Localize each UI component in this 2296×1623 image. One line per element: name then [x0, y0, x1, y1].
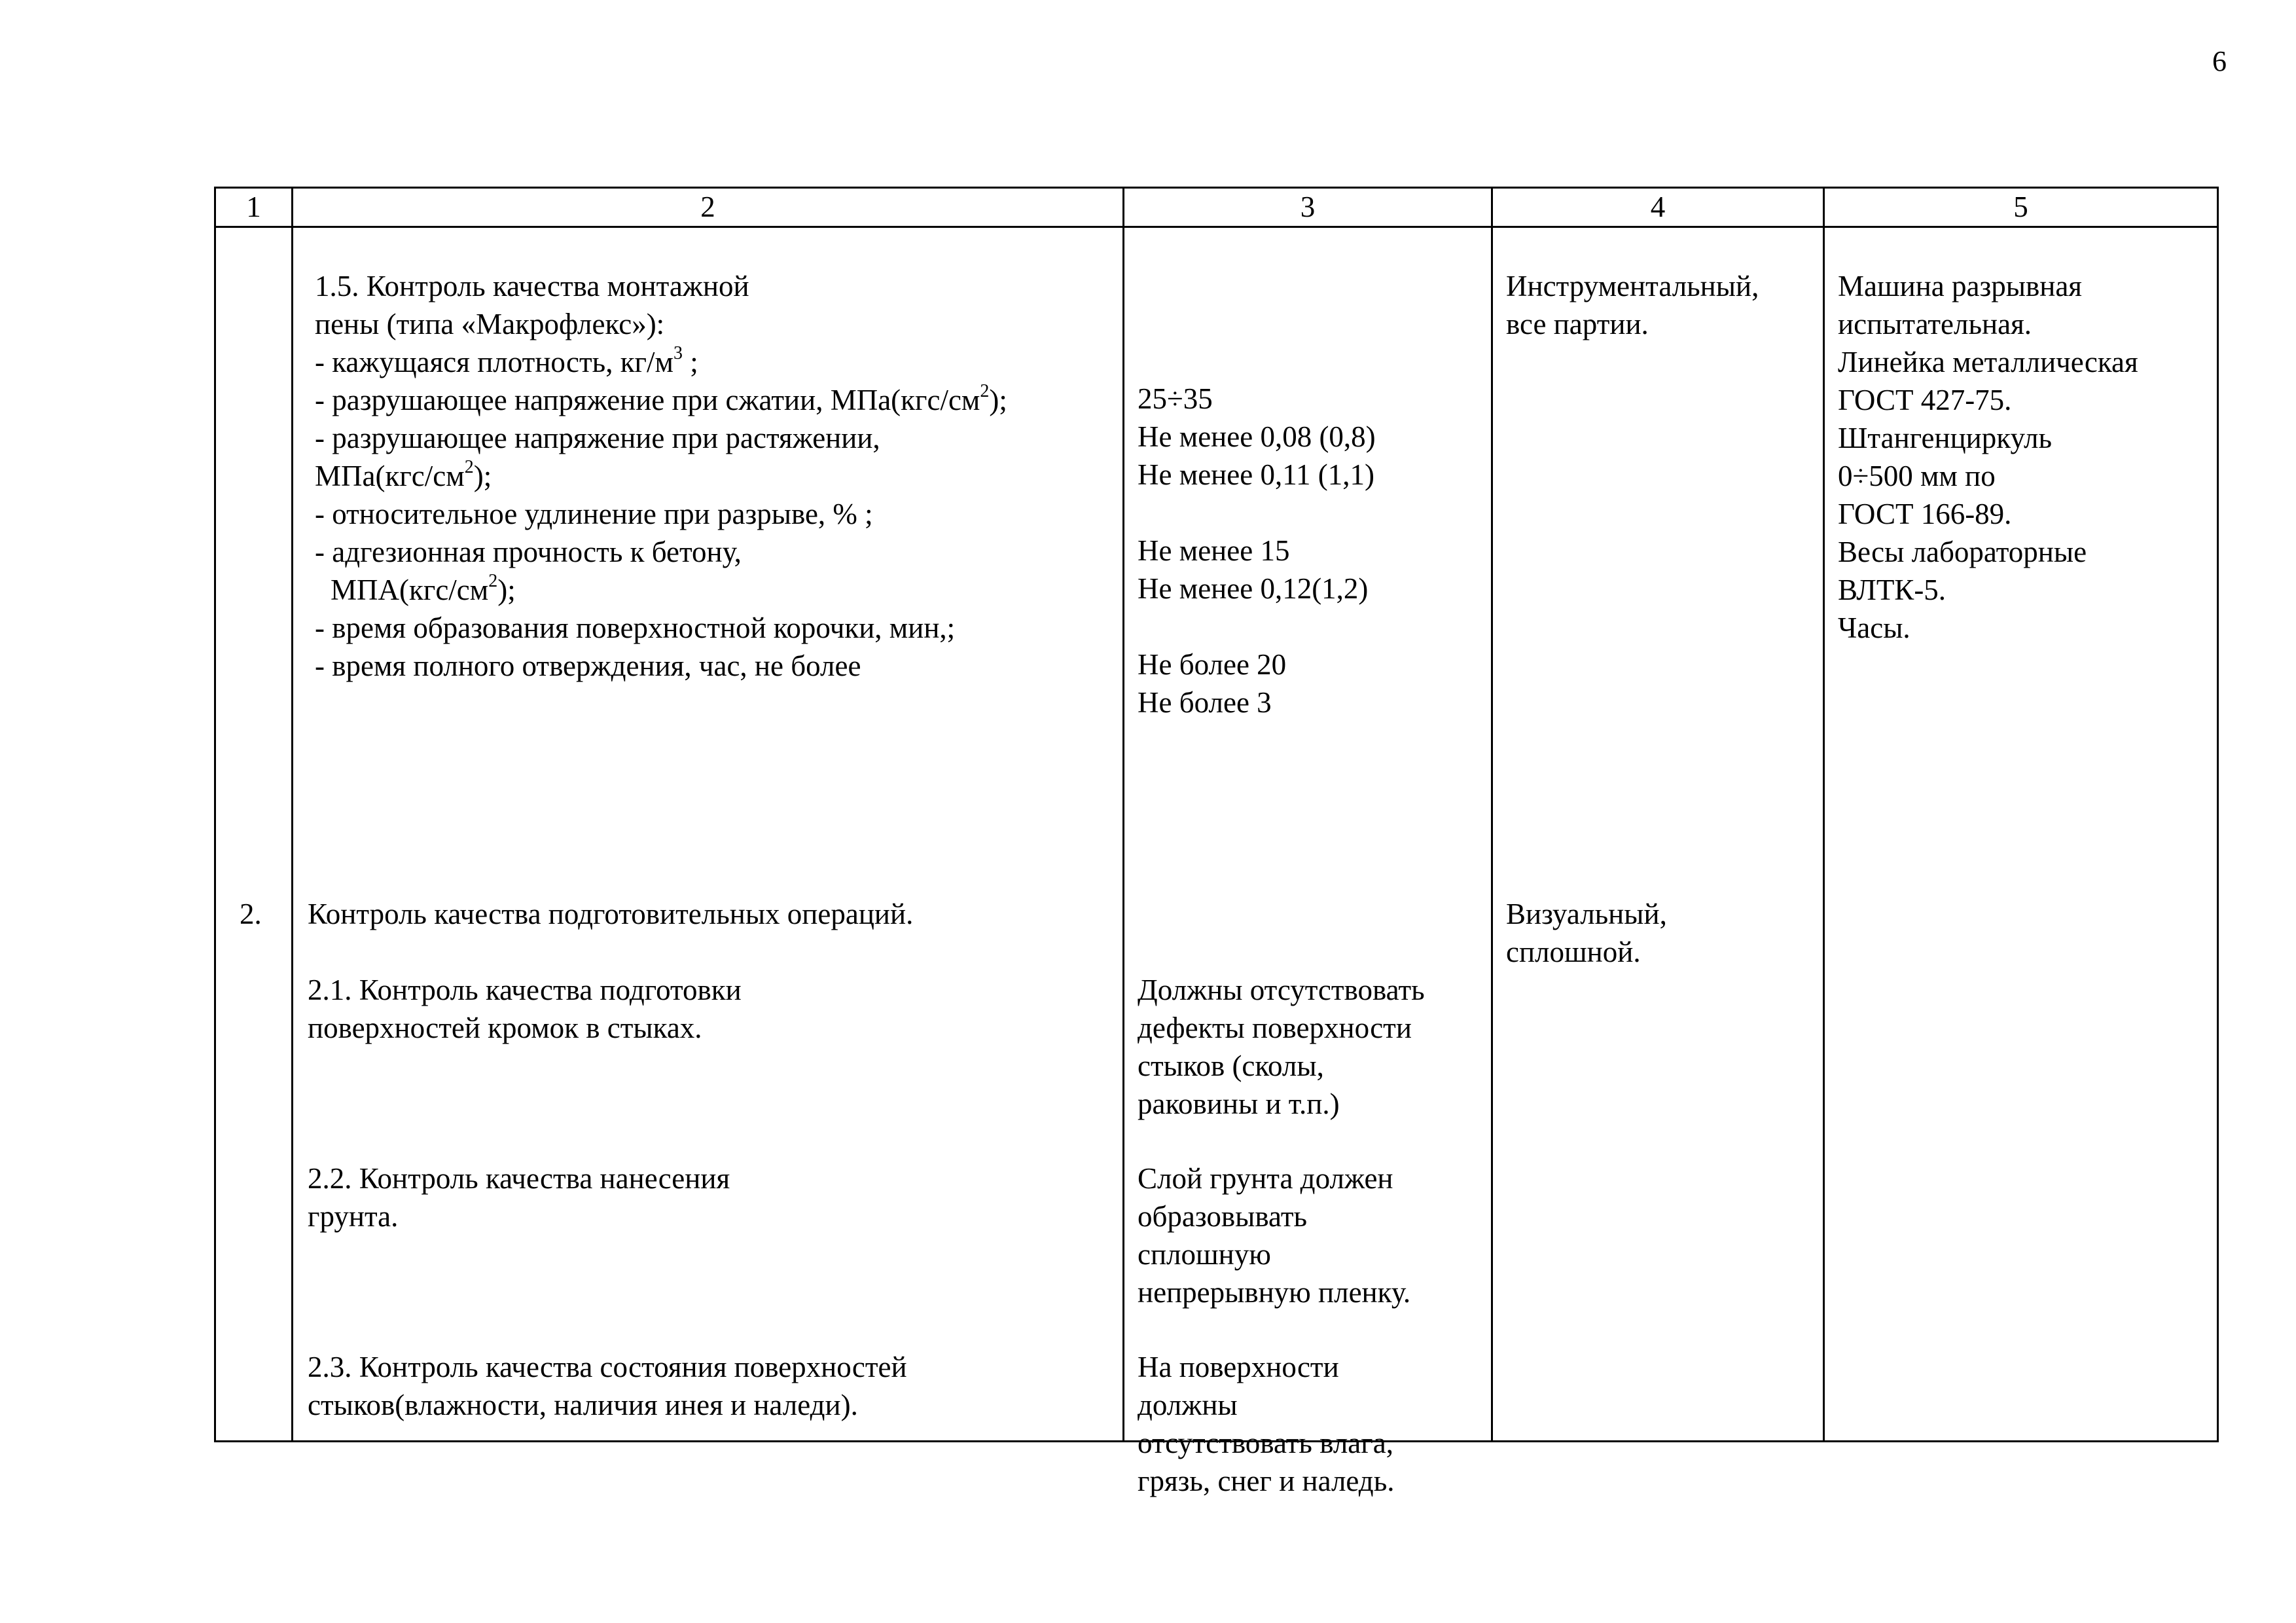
value-tension: Не менее 0,11 (1,1) [1138, 458, 1374, 491]
column-5-cell [1824, 227, 2218, 1442]
section-1-5-values [1138, 380, 1376, 721]
adhesion-unit-line: $МПА(кгс/см^2)$; [331, 571, 516, 606]
item-2-3-description [308, 1348, 907, 1424]
tools-line-6: 0÷500 мм по [1838, 460, 1996, 492]
tools-line-7: ГОСТ 166-89. [1838, 498, 2012, 530]
column-header-4: 4 [1492, 188, 1824, 227]
tools-line-1: Машина разрывная [1838, 270, 2083, 302]
column-2-cell [293, 227, 1124, 1442]
column-header-2: 2 [293, 188, 1124, 227]
item-2-3-line-2: стыков(влажности, наличия инея и наледи). [308, 1389, 858, 1421]
section-1-5-tools [1838, 267, 2138, 647]
tools-line-2: испытательная. [1838, 308, 2032, 340]
item-2-2-description [308, 1159, 730, 1235]
item-2-1-req-line-3: стыков (сколы, [1138, 1049, 1324, 1082]
item-2-2-requirement [1138, 1159, 1410, 1311]
tools-line-5: Штангенциркуль [1838, 422, 2052, 454]
item-2-2-req-line-3: сплошную [1138, 1238, 1271, 1271]
section-2-method-line-1: Визуальный, [1506, 898, 1667, 930]
section-1-5-title-line-1: 1.5. Контроль качества монтажной [315, 270, 749, 302]
tools-line-4: ГОСТ 427-75. [1838, 384, 2012, 416]
value-cure-time: Не более 3 [1138, 686, 1272, 719]
column-4-cell [1492, 227, 1824, 1442]
item-2-3-req-line-4: грязь, снег и наледь. [1138, 1465, 1395, 1497]
section-2-number: 2. [240, 898, 262, 930]
item-2-3-req-line-3: отсутствовать влага, [1138, 1427, 1393, 1459]
elongation-line: - относительное удлинение при разрыве, % ; [315, 498, 873, 530]
value-compression: Не менее 0,08 (0,8) [1138, 420, 1376, 453]
item-2-2-req-line-1: Слой грунта должен [1138, 1162, 1393, 1195]
section-1-5-description [315, 267, 1007, 685]
value-spacer-1 [1138, 494, 1376, 532]
tools-line-10: Часы. [1838, 611, 1910, 644]
value-density: 25÷35 [1138, 382, 1213, 415]
compression-line: - разрушающее напряжение при сжатии, $МПа(кгс/см^2)$; [315, 381, 1007, 416]
value-adhesion: Не менее 0,12(1,2) [1138, 572, 1369, 605]
column-header-1: 1 [215, 188, 293, 227]
column-3-cell [1124, 227, 1492, 1497]
value-spacer-2 [1138, 608, 1376, 646]
column-1-cell [215, 227, 293, 1442]
column-header-3: 3 [1124, 188, 1492, 227]
item-2-1-line-2: поверхностей кромок в стыках. [308, 1012, 702, 1044]
section-2-title: Контроль качества подготовительных операций. [308, 898, 914, 930]
tools-line-3: Линейка металлическая [1838, 346, 2138, 378]
value-crust-time: Не более 20 [1138, 648, 1287, 681]
quality-control-table [214, 187, 2219, 1497]
item-2-1-req-line-2: дефекты поверхности [1138, 1012, 1412, 1044]
item-2-3-requirement [1138, 1348, 1394, 1500]
item-2-1-description [308, 971, 742, 1047]
tension-unit-line: $МПа(кгс/см^2)$; [315, 457, 492, 492]
item-2-1-req-line-1: Должны отсутствовать [1138, 974, 1425, 1006]
item-2-2-req-line-2: образовывать [1138, 1200, 1308, 1233]
section-1-5-method-line-1: Инструментальный, [1506, 270, 1759, 302]
section-2-method [1506, 895, 1667, 971]
adhesion-line: - адгезионная прочность к бетону, [315, 536, 742, 568]
page-number: 6 [2212, 45, 2227, 77]
item-2-1-line-1: 2.1. Контроль качества подготовки [308, 974, 742, 1006]
tools-line-9: ВЛТК-5. [1838, 574, 1946, 606]
item-2-3-req-line-1: На поверхности [1138, 1351, 1339, 1383]
item-2-2-req-line-4: непрерывную пленку. [1138, 1276, 1411, 1309]
item-2-1-req-line-4: раковины и т.п.) [1138, 1087, 1340, 1120]
section-1-5-method [1506, 267, 1759, 343]
item-2-3-req-line-2: должны [1138, 1389, 1238, 1421]
density-line: - кажущаяся плотность, $кг/м^3$ ; [315, 343, 698, 378]
tension-line: - разрушающее напряжение при растяжении, [315, 422, 880, 454]
cure-time-line: - время полного отверждения, час, не более [315, 649, 861, 682]
item-2-2-line-2: грунта. [308, 1200, 399, 1233]
table-body-row [215, 227, 2218, 1442]
column-header-5: 5 [1824, 188, 2218, 227]
section-2-method-line-2: сплошной. [1506, 936, 1641, 968]
item-2-2-line-1: 2.2. Контроль качества нанесения [308, 1162, 730, 1195]
tools-line-8: Весы лабораторные [1838, 536, 2087, 568]
section-1-5-title-line-2: пены (типа «Макрофлекс»): [315, 308, 665, 340]
value-elongation: Не менее 15 [1138, 534, 1290, 567]
section-1-5-method-line-2: все партии. [1506, 308, 1649, 340]
crust-time-line: - время образования поверхностной корочки, мин,; [315, 611, 956, 644]
table-header-row [215, 188, 2218, 227]
item-2-3-line-1: 2.3. Контроль качества состояния поверхностей [308, 1351, 907, 1383]
item-2-1-requirement [1138, 971, 1425, 1123]
